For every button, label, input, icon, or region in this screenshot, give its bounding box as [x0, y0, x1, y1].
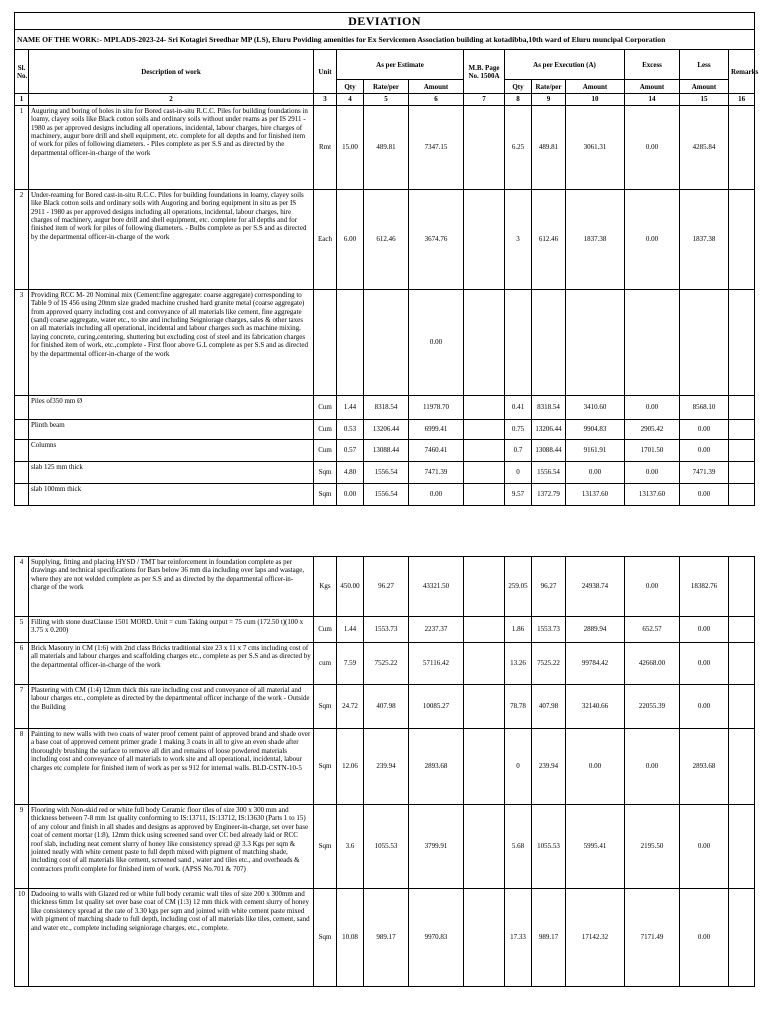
cell-exe-amount: 2889.94 [566, 617, 625, 643]
table-row [15, 889, 755, 987]
cell-mb-page [464, 189, 505, 289]
cell-unit: Rmt [314, 105, 337, 189]
col-number: 14 [625, 94, 680, 105]
cell-unit: Sqm [314, 461, 337, 483]
cell-sl-no: 8 [15, 729, 29, 805]
cell-sl-no [15, 483, 29, 505]
cell-remarks [729, 805, 755, 889]
cell-sl-no: 6 [15, 643, 29, 685]
cell-mb-page [464, 685, 505, 729]
cell-unit: Cum [314, 395, 337, 419]
cell-remarks [729, 289, 755, 395]
cell-less: 0.00 [680, 419, 729, 439]
cell-excess: 0.00 [625, 105, 680, 189]
cell-exe-rate: 489.81 [532, 105, 566, 189]
cell-description: Painting to new walls with two coats of water proof cement paint of approved brand and shade over a base coat of approved cement primer grade 1 making 3 coats in all to give an even shade after thoroughly brushing the surface to remove all dirt and remains of loose powdered materials including cost and conveyance of all materials to work site and all operational, incidental, labour charges etc complete for finished item of work as per ss 912 for internal walls. BLD-CSTN-10-5 [29, 729, 314, 805]
cell-description: Auguring and boring of holes in situ for Bored cast-in-situ R.C.C. Piles for building foundations in loamy, clayey soils like Black cotton soils and ordinary soils without under reams as per IS 2911 - 1980 as per approved designs including all operations, incidental, labour charges, hire charges of machinery, augur bore drill and shell equipment, etc. complete for all depths and for finished item of work for piles of following diameters. - Piles complete as per S.S and as directed by the departmental officer-in-charge of the work [29, 105, 314, 189]
deviation-table [14, 12, 759, 506]
cell-less: 0.00 [680, 617, 729, 643]
col-number: 9 [532, 94, 566, 105]
header-excess-amount: Amount [625, 80, 680, 94]
cell-excess: 652.57 [625, 617, 680, 643]
cell-mb-page [464, 557, 505, 617]
col-number: 1 [15, 94, 29, 105]
cell-unit: Cum [314, 419, 337, 439]
cell-less: 18382.76 [680, 557, 729, 617]
cell-unit: Kgs [314, 557, 337, 617]
cell-remarks [729, 189, 755, 289]
cell-exe-rate: 1556.54 [532, 461, 566, 483]
cell-sl-no: 3 [15, 289, 29, 395]
cell-mb-page [464, 289, 505, 395]
cell-less: 2893.68 [680, 729, 729, 805]
cell-remarks [729, 685, 755, 729]
cell-est-amount: 9970.83 [409, 889, 464, 987]
cell-description: Under-reaming for Bored cast-in-situ R.C.C. Piles for building foundations in loamy, clayey soils like Black cotton soils and ordinary soils with Augoring and boring equipment in situ as per IS 2911 - 1980 as per approved designs including all operations, incidental, labour charges, hire charges of machinery, augur bore drill and shell equipment, etc. complete for all depths and for finished item of work for piles of following diameters. - Bulbs complete as per S.S and as directed by the departmental officer-in-charge of the work [29, 189, 314, 289]
cell-description: Filling with stone dustClause 1501 MORD. Unit = cum Taking output = 75 cum (172.50 t)(100 x 3.75 x 0.200) [29, 617, 314, 643]
cell-exe-qty: 13.26 [505, 643, 532, 685]
cell-remarks [729, 395, 755, 419]
cell-excess: 0.00 [625, 557, 680, 617]
header-exe-rate: Rate/per [532, 80, 566, 94]
cell-est-amount: 0.00 [409, 483, 464, 505]
cell-mb-page [464, 419, 505, 439]
cell-exe-amount: 3410.60 [566, 395, 625, 419]
cell-est-qty: 0.53 [337, 419, 364, 439]
cell-exe-amount: 32140.66 [566, 685, 625, 729]
cell-sl-no: 2 [15, 189, 29, 289]
cell-exe-rate: 13206.44 [532, 419, 566, 439]
cell-unit [314, 289, 337, 395]
cell-less: 0.00 [680, 889, 729, 987]
cell-description: Brick Masonry in CM (1:6) with 2nd class Bricks traditional size 23 x 11 x 7 cms including cost of all materials and labour charges and scaffolding charges etc., complete as per S.S and as directed by the departmental officer-in-charge of the work [29, 643, 314, 685]
table-row [15, 105, 755, 189]
col-number: 4 [337, 94, 364, 105]
cell-exe-rate: 1055.53 [532, 805, 566, 889]
cell-est-qty: 4.80 [337, 461, 364, 483]
table-row [15, 805, 755, 889]
cell-sl-no [15, 439, 29, 461]
cell-exe-qty: 6.25 [505, 105, 532, 189]
cell-exe-amount [566, 289, 625, 395]
cell-excess: 42668.00 [625, 643, 680, 685]
cell-est-rate [364, 289, 409, 395]
header-est-amount: Amount [409, 80, 464, 94]
table-row [15, 289, 755, 395]
cell-mb-page [464, 889, 505, 987]
cell-excess: 2905.42 [625, 419, 680, 439]
cell-description: slab 100mm thick [29, 483, 314, 505]
cell-description: slab 125 mm thick [29, 461, 314, 483]
cell-unit: Sqm [314, 729, 337, 805]
cell-description: Plastering with CM (1:4) 12mm thick this rate including cost and conveyance of all material and labour charges etc., complete as directed by the departmental officer incharge of the work - Outside the Building [29, 685, 314, 729]
cell-exe-rate [532, 289, 566, 395]
cell-exe-amount: 5995.41 [566, 805, 625, 889]
table-row [15, 461, 755, 483]
header-less: Less [680, 50, 729, 80]
cell-est-qty: 7.59 [337, 643, 364, 685]
cell-est-qty: 1.44 [337, 617, 364, 643]
header-unit: Unit [314, 50, 337, 94]
cell-est-amount: 11978.70 [409, 395, 464, 419]
deviation-table-continued [14, 556, 755, 987]
cell-excess: 0.00 [625, 461, 680, 483]
cell-excess: 0.00 [625, 729, 680, 805]
cell-unit: Cum [314, 617, 337, 643]
cell-description: Plinth beam [29, 419, 314, 439]
cell-remarks [729, 439, 755, 461]
cell-sl-no: 1 [15, 105, 29, 189]
cell-unit: Sqm [314, 483, 337, 505]
cell-exe-amount: 24938.74 [566, 557, 625, 617]
col-number: 7 [464, 94, 505, 105]
cell-exe-amount: 3061.31 [566, 105, 625, 189]
cell-est-rate: 1556.54 [364, 461, 409, 483]
cell-est-qty: 10.08 [337, 889, 364, 987]
header-excess: Excess [625, 50, 680, 80]
column-number-row [15, 94, 755, 105]
cell-less: 8568.10 [680, 395, 729, 419]
cell-remarks [729, 557, 755, 617]
cell-est-amount: 2237.37 [409, 617, 464, 643]
cell-less: 0.00 [680, 685, 729, 729]
cell-sl-no: 10 [15, 889, 29, 987]
cell-est-qty [337, 289, 364, 395]
cell-est-rate: 13206.44 [364, 419, 409, 439]
cell-exe-qty: 78.78 [505, 685, 532, 729]
cell-exe-amount: 9904.83 [566, 419, 625, 439]
cell-sl-no [15, 419, 29, 439]
cell-description: Piles of350 mm Ø [29, 395, 314, 419]
cell-est-rate: 8318.54 [364, 395, 409, 419]
cell-est-amount: 7471.39 [409, 461, 464, 483]
cell-unit: cum [314, 643, 337, 685]
cell-exe-qty: 1.86 [505, 617, 532, 643]
cell-est-rate: 1055.53 [364, 805, 409, 889]
table-row [15, 617, 755, 643]
cell-excess: 7171.49 [625, 889, 680, 987]
cell-exe-qty: 0 [505, 729, 532, 805]
cell-less: 0.00 [680, 439, 729, 461]
cell-est-rate: 489.81 [364, 105, 409, 189]
cell-exe-rate: 1372.79 [532, 483, 566, 505]
header-less-amount: Amount [680, 80, 729, 94]
cell-mb-page [464, 105, 505, 189]
cell-exe-qty [505, 289, 532, 395]
cell-exe-rate: 239.94 [532, 729, 566, 805]
cell-sl-no: 4 [15, 557, 29, 617]
cell-exe-qty: 9.57 [505, 483, 532, 505]
cell-remarks [729, 483, 755, 505]
table-row [15, 557, 755, 617]
cell-remarks [729, 419, 755, 439]
cell-est-amount: 57116.42 [409, 643, 464, 685]
cell-est-qty: 0.00 [337, 483, 364, 505]
cell-exe-rate: 407.98 [532, 685, 566, 729]
cell-est-rate: 1556.54 [364, 483, 409, 505]
cell-excess [625, 289, 680, 395]
table-row [15, 643, 755, 685]
cell-exe-qty: 0.41 [505, 395, 532, 419]
cell-remarks [729, 889, 755, 987]
cell-exe-amount: 1837.38 [566, 189, 625, 289]
cell-est-amount: 6999.41 [409, 419, 464, 439]
table-row [15, 729, 755, 805]
cell-remarks [729, 643, 755, 685]
cell-unit: Sqm [314, 685, 337, 729]
cell-excess: 22055.39 [625, 685, 680, 729]
cell-exe-rate: 13088.44 [532, 439, 566, 461]
name-of-work: NAME OF THE WORK:- MPLADS-2023-24- Sri Kotagiri Sreedhar MP (LS), Eluru Poviding amenities for Ex Servicemen Association building at kotadibba,10th ward of Eluru muncipal Corporation [15, 30, 755, 50]
cell-mb-page [464, 483, 505, 505]
cell-exe-rate: 7525.22 [532, 643, 566, 685]
header-exe-qty: Qty [505, 80, 532, 94]
cell-mb-page [464, 729, 505, 805]
cell-est-rate: 239.94 [364, 729, 409, 805]
cell-less: 0.00 [680, 483, 729, 505]
cell-est-qty: 15.00 [337, 105, 364, 189]
cell-est-qty: 3.6 [337, 805, 364, 889]
cell-exe-rate: 1553.73 [532, 617, 566, 643]
cell-exe-amount: 9161.91 [566, 439, 625, 461]
cell-less: 0.00 [680, 805, 729, 889]
cell-unit: Sqm [314, 805, 337, 889]
cell-est-qty: 12.06 [337, 729, 364, 805]
col-number: 8 [505, 94, 532, 105]
cell-exe-qty: 3 [505, 189, 532, 289]
cell-excess: 1701.50 [625, 439, 680, 461]
cell-est-amount: 3799.91 [409, 805, 464, 889]
cell-sl-no [15, 461, 29, 483]
cell-mb-page [464, 439, 505, 461]
cell-est-amount: 43321.50 [409, 557, 464, 617]
cell-description: Flooring with Non-skid red or white full body Ceramic floor tiles of size 300 x 300 mm and thickness between 7-8 mm 1st quality conforming to IS:13711, IS:13712, IS:13630 (Parts 1 to 15) of any colour and finish in all shades and designs as approved by Engineer-in-charge, set over base coat of cement mortar (1:8), 12mm thick using screened sand over CC bed already laid or RCC roof slab, including neat cement slurry of honey like consistency spread @ 3.3 Kgs per sqm & jointed neatly with white cement paste to full depth mixed with pigment of matching shade, including cost of all materials like cement, screened sand , water and tiles etc., and overheads & contractors profit complete for finished item of work. (APSS No.701 & 707) [29, 805, 314, 889]
cell-remarks [729, 617, 755, 643]
cell-exe-amount: 0.00 [566, 729, 625, 805]
header-est-rate: Rate/per [364, 80, 409, 94]
cell-unit: Each [314, 189, 337, 289]
cell-est-rate: 612.46 [364, 189, 409, 289]
cell-excess: 0.00 [625, 189, 680, 289]
cell-est-rate: 7525.22 [364, 643, 409, 685]
cell-sl-no: 9 [15, 805, 29, 889]
header-sl-no: Sl. No. [15, 50, 29, 94]
cell-est-amount: 2893.68 [409, 729, 464, 805]
cell-mb-page [464, 643, 505, 685]
col-number: 3 [314, 94, 337, 105]
cell-exe-rate: 8318.54 [532, 395, 566, 419]
cell-est-amount: 3674.76 [409, 189, 464, 289]
table-row [15, 685, 755, 729]
cell-exe-rate: 612.46 [532, 189, 566, 289]
table-row [15, 439, 755, 461]
cell-less: 1837.38 [680, 189, 729, 289]
cell-mb-page [464, 617, 505, 643]
cell-sl-no [15, 395, 29, 419]
cell-est-qty: 6.00 [337, 189, 364, 289]
table-body-page-1 [15, 105, 755, 505]
cell-exe-amount: 17142.32 [566, 889, 625, 987]
cell-exe-rate: 96.27 [532, 557, 566, 617]
header-description: Description of work [29, 50, 314, 94]
cell-exe-rate: 989.17 [532, 889, 566, 987]
cell-less: 4285.84 [680, 105, 729, 189]
cell-less [680, 289, 729, 395]
cell-exe-qty: 5.68 [505, 805, 532, 889]
cell-est-rate: 96.27 [364, 557, 409, 617]
cell-remarks [729, 105, 755, 189]
table-row [15, 419, 755, 439]
cell-remarks [729, 729, 755, 805]
cell-unit: Cum [314, 439, 337, 461]
cell-est-rate: 989.17 [364, 889, 409, 987]
cell-remarks [729, 461, 755, 483]
cell-mb-page [464, 805, 505, 889]
header-exe-amount: Amount [566, 80, 625, 94]
cell-mb-page [464, 461, 505, 483]
cell-sl-no: 7 [15, 685, 29, 729]
cell-est-amount: 7460.41 [409, 439, 464, 461]
cell-exe-qty: 0.7 [505, 439, 532, 461]
cell-est-amount: 7347.15 [409, 105, 464, 189]
table-body-page-2 [15, 557, 755, 987]
header-est-qty: Qty [337, 80, 364, 94]
cell-exe-qty: 0 [505, 461, 532, 483]
header-mb-page: M.B. Page No. 1500A [464, 50, 505, 94]
col-number: 2 [29, 94, 314, 105]
cell-description: Providing RCC M- 20 Nominal mix (Cement:fine aggregate: coarse aggregate) corresponding to Table 9 of IS 456 using 20mm size graded machine crushed hard granite metal (coarse aggregate) from approved quarry including cost and conveyance of all materials like cement, fine aggregate (sand) coarse aggregate, water etc., to site and including Seigniorage charges, sales & other taxes on all materials including all operational, incidental and labour charges such as machine mixing, laying concrete, curing,centering, shuttering but excluding cost of steel and its fabrication charges for finished item of work, etc.,complete - First floor above G.L complete as per S.S and as directed by the departmental officer-in-charge of the work [29, 289, 314, 395]
header-as-per-estimate: As per Estimate [337, 50, 464, 80]
cell-less: 7471.39 [680, 461, 729, 483]
table-row [15, 189, 755, 289]
cell-est-rate: 13088.44 [364, 439, 409, 461]
cell-mb-page [464, 395, 505, 419]
cell-est-qty: 450.00 [337, 557, 364, 617]
col-number: 15 [680, 94, 729, 105]
cell-est-amount: 0.00 [409, 289, 464, 395]
col-number: 16 [729, 94, 755, 105]
cell-unit: Sqm [314, 889, 337, 987]
table-row [15, 395, 755, 419]
cell-est-rate: 407.98 [364, 685, 409, 729]
cell-est-amount: 10085.27 [409, 685, 464, 729]
cell-exe-amount: 0.00 [566, 461, 625, 483]
header-remarks: Remarks [729, 50, 755, 94]
cell-excess: 0.00 [625, 395, 680, 419]
cell-est-qty: 24.72 [337, 685, 364, 729]
col-number: 10 [566, 94, 625, 105]
cell-est-qty: 1.44 [337, 395, 364, 419]
cell-description: Supplying, fitting and placing HYSD / TMT bar reinforcement in foundation complete as per drawings and technical specifications for Bars below 36 mm dia including over laps and wastage, where they are not welded complete as per S.S and as directed by the departmental officer-in-charge of the work [29, 557, 314, 617]
header-as-per-execution: As per Execution (A) [505, 50, 625, 80]
cell-exe-qty: 259.05 [505, 557, 532, 617]
cell-est-qty: 0.57 [337, 439, 364, 461]
col-number: 6 [409, 94, 464, 105]
cell-excess: 13137.60 [625, 483, 680, 505]
cell-exe-qty: 17.33 [505, 889, 532, 987]
cell-sl-no: 5 [15, 617, 29, 643]
cell-exe-qty: 0.75 [505, 419, 532, 439]
cell-less: 0.00 [680, 643, 729, 685]
cell-exe-amount: 13137.60 [566, 483, 625, 505]
table-row [15, 483, 755, 505]
cell-description: Columns [29, 439, 314, 461]
cell-description: Dadooing to walls with Glazed red or white full body ceramic wall tiles of size 200 x 300mm and thickness 6mm 1st quality set over base coat of CM (1:3) 12 mm thick with cement slurry of honey like consistency spread at the rate of 3.30 kgs per sqm and jointed with white cement paste mixed with pigment of matching shade to full depth, including cost of all materials like tiles, cement, sand and water etc., complete including seigniorage charges, etc., complete. [29, 889, 314, 987]
cell-excess: 2195.50 [625, 805, 680, 889]
document-title: DEVIATION [15, 13, 755, 30]
cell-est-rate: 1553.73 [364, 617, 409, 643]
cell-exe-amount: 99784.42 [566, 643, 625, 685]
col-number: 5 [364, 94, 409, 105]
